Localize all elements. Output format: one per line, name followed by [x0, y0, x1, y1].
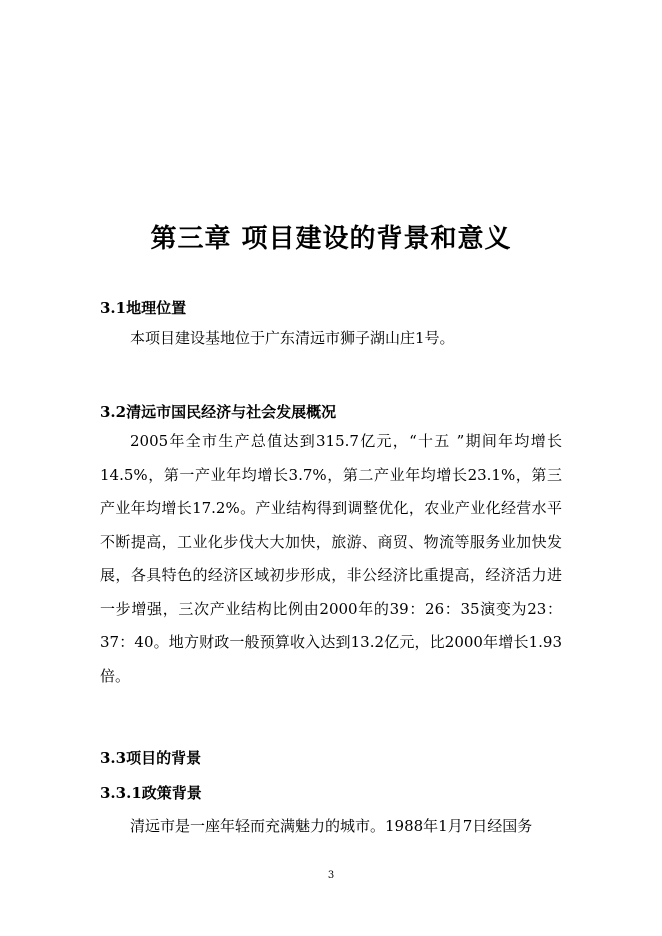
section-3-3-1-heading: 3.3.1政策背景 — [100, 784, 202, 802]
section-3-3-1-paragraph: 清远市是一座年轻而充满魅力的城市。1988年1月7日经国务 — [130, 817, 533, 835]
section-3-3-heading: 3.3项目的背景 — [100, 749, 202, 767]
section-3-2-heading: 3.2清远市国民经济与社会发展概况 — [100, 403, 337, 421]
section-3-1-paragraph: 本项目建设基地位于广东清远市狮子湖山庄1号。 — [130, 329, 455, 347]
section-3-2-paragraph: 2005年全市生产总值达到315.7亿元，“十五 ”期间年均增长14.5%，第一产业年均增长3.7%，第二产业年均增长23.1%，第三产业年均增长17.2%。产业结构得到调整优化，农业产业化经营水平不断提高，工业化步伐大大加快，旅游、商贸、物流等服务业加快发展，各具特色的经济区域初步形成，非公经济比重提高，经济活力进一步增强，三次产业结构比例由2000年的39：26：35演变为23：37：40。地方财政一般预算收入达到13.2亿元，比2000年增长1.93倍。 — [100, 432, 562, 685]
chapter-title: 第三章 项目建设的背景和意义 — [150, 224, 512, 254]
page-number: 3 — [327, 870, 335, 881]
section-3-1-heading: 3.1地理位置 — [100, 299, 187, 317]
